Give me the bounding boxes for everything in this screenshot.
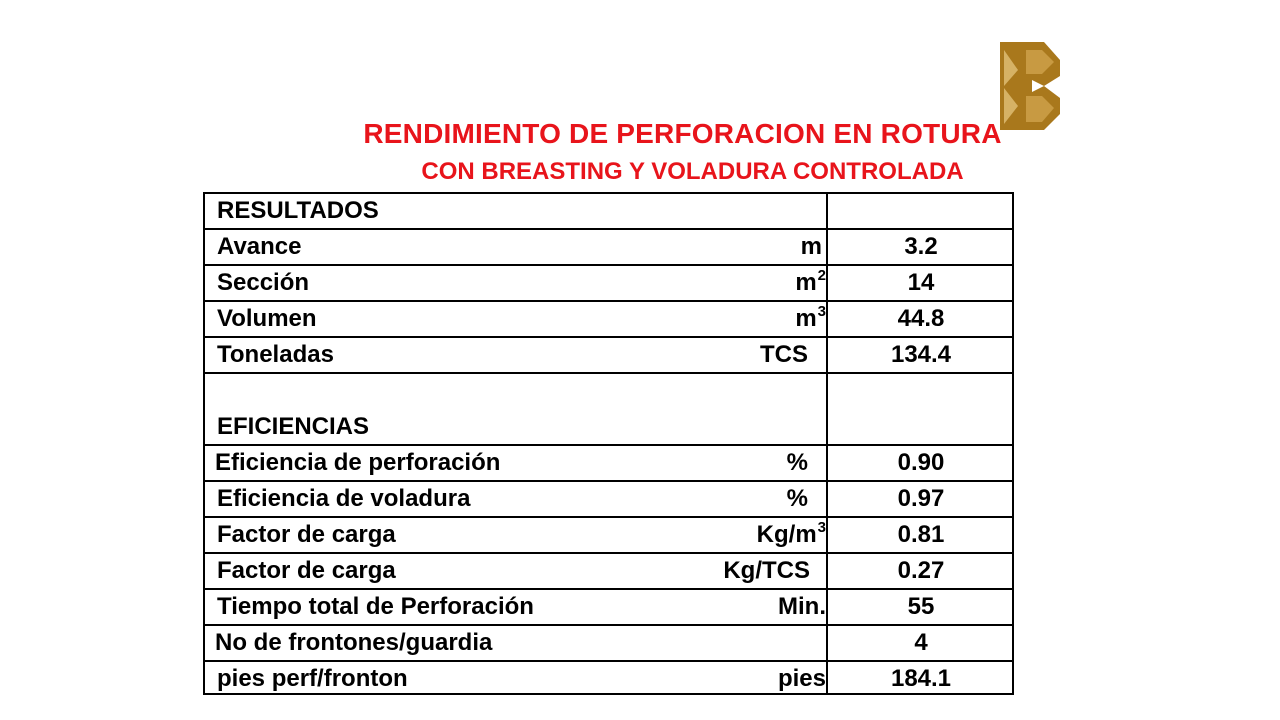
- row-label: Factor de carga: [217, 557, 396, 584]
- row-label: pies perf/fronton: [217, 665, 408, 692]
- row-unit: Min.: [778, 593, 826, 620]
- row-value: 14: [907, 269, 935, 296]
- table-row-eficiencias: [205, 374, 1012, 446]
- table-row: [205, 230, 1012, 266]
- row-label: Factor de carga: [217, 521, 396, 548]
- row-label: No de frontones/guardia: [215, 629, 493, 656]
- row-unit: %: [786, 449, 808, 476]
- row-value: 0.97: [897, 485, 945, 512]
- table-row-resultados: [205, 194, 1012, 230]
- section-header-eficiencias: EFICIENCIAS: [217, 413, 370, 440]
- table-row: [205, 590, 1012, 626]
- row-value: 55: [907, 593, 935, 620]
- table-row: [205, 338, 1012, 374]
- row-value: 0.27: [897, 557, 945, 584]
- row-value: 3.2: [904, 233, 938, 260]
- section-header-resultados: RESULTADOS: [217, 197, 379, 224]
- table-row: [205, 446, 1012, 482]
- row-unit: $m^3$: [795, 303, 826, 332]
- row-value: 184.1: [890, 665, 952, 692]
- main-title: RENDIMIENTO DE PERFORACION EN ROTURA: [363, 118, 1002, 149]
- row-value: 4: [914, 629, 928, 656]
- row-label: Eficiencia de voladura: [217, 485, 471, 512]
- table-row: [205, 626, 1012, 662]
- row-value: 0.81: [897, 521, 945, 548]
- table-row: [205, 554, 1012, 590]
- table-row: [205, 302, 1012, 338]
- row-label: Tiempo total de Perforación: [217, 593, 534, 620]
- row-unit: m: [800, 233, 822, 260]
- row-label: Eficiencia de perforación: [215, 449, 501, 476]
- row-unit: $Kg/m^3$: [756, 519, 826, 548]
- row-value: 134.4: [890, 341, 952, 368]
- table-row: [205, 482, 1012, 518]
- row-label: Toneladas: [217, 341, 334, 368]
- table-row: [205, 518, 1012, 554]
- results-table: [203, 192, 1014, 695]
- row-value: 0.90: [897, 449, 945, 476]
- row-unit: $m^2$: [795, 267, 826, 296]
- row-label: Volumen: [217, 305, 317, 332]
- subtitle: CON BREASTING Y VOLADURA CONTROLADA: [421, 158, 964, 185]
- table-row: [205, 662, 1012, 693]
- row-label: Avance: [217, 233, 302, 260]
- row-unit: %: [786, 485, 808, 512]
- row-label: Sección: [217, 269, 310, 296]
- row-unit: pies: [777, 665, 826, 692]
- row-value: 44.8: [897, 305, 945, 332]
- row-unit: Kg/TCS: [723, 557, 810, 584]
- table-row: [205, 266, 1012, 302]
- row-unit: TCS: [760, 341, 808, 368]
